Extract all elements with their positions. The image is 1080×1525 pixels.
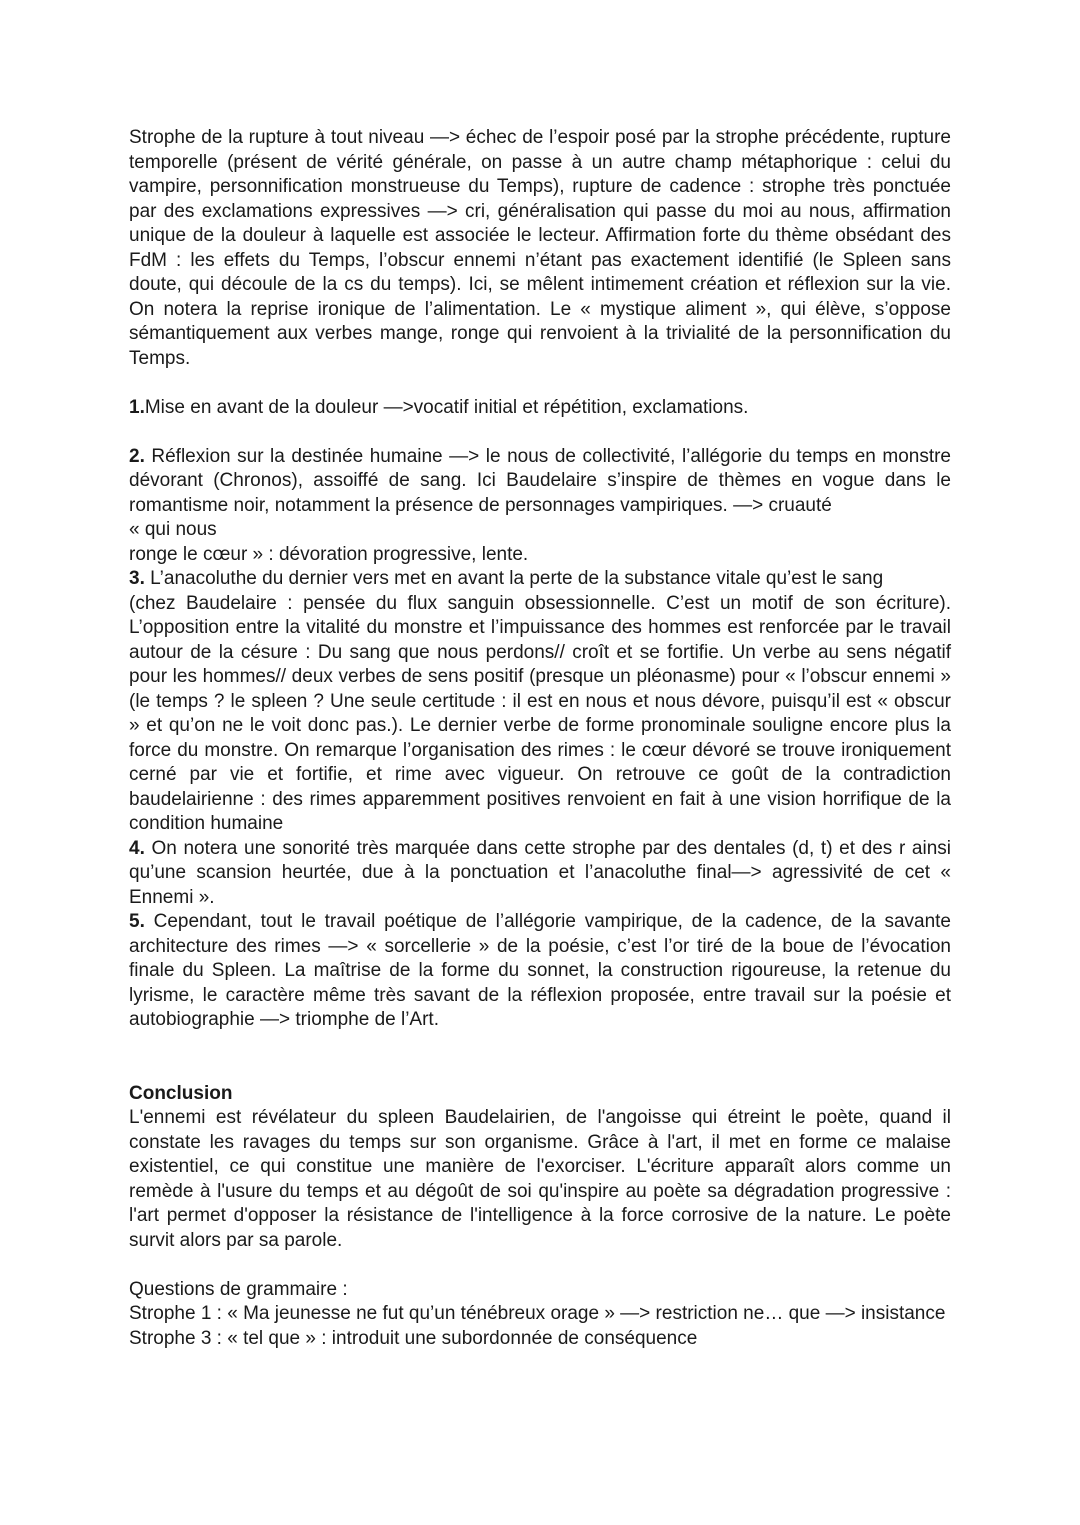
point-2-line2: « qui nous	[129, 519, 217, 540]
point-3-first-text: L’anacoluthe du dernier vers met en avant la perte de la substance vitale qu’est le sang	[144, 568, 884, 589]
point-5	[129, 910, 951, 1033]
point-2-line3: ronge le cœur » : dévoration progressive, lente.	[129, 543, 529, 565]
grammar-line-2: Strophe 3 : « tel que » : introduit une subordonnée de conséquence	[129, 1327, 698, 1349]
point-3-number: 3.	[129, 568, 145, 589]
point-4-text: On notera une sonorité très marquée dans cette strophe par des dentales (d, t) et des r ainsi qu’une scansion heurtée, due à la ponctuation et l’anacoluthe final—> agressivité de cet « Ennemi ».	[129, 837, 951, 908]
conclusion-heading: Conclusion	[129, 1082, 233, 1104]
point-1-number: 1.	[129, 396, 145, 418]
intro-paragraph: Strophe de la rupture à tout niveau —> échec de l’espoir posé par la strophe précédente, rupture temporelle (présent de vérité générale, on passe à un autre champ métaphorique : celui du vampire, personnification monstrueuse du Temps), rupture de cadence : strophe très ponctuée par des exclamations expressives —> cri, généralisation qui passe du moi au nous, affirmation unique de la douleur à laquelle est associée le lecteur. Affirmation forte du thème obsédant des FdM : les effets du Temps, l’obscur ennemi n’étant pas exactement identifié (le Spleen sans doute, qui découle de la cs du temps). Ici, se mêlent intimement création et réflexion sur la vie. On notera la reprise ironique de l’alimentation. Le « mystique aliment », qui élève, s’oppose sémantiquement aux verbes mange, ronge qui renvoient à la trivialité de la personnification du Temps.	[129, 127, 951, 369]
point-2	[129, 445, 951, 519]
point-2-text: Réflexion sur la destinée humaine —> le nous de collectivité, l’allégorie du temps en monstre dévorant (Chronos), assoiffé de sang. Ici Baudelaire s’inspire de thèmes en vogue dans le romantisme noir, notamment la présence de personnages vampiriques. —> cruauté	[129, 445, 951, 516]
point-2-number: 2.	[129, 445, 145, 467]
point-4-number: 4.	[129, 837, 145, 859]
document-page	[129, 126, 951, 1351]
grammar-heading: Questions de grammaire :	[129, 1278, 348, 1300]
point-3-text: (chez Baudelaire : pensée du flux sanguin obsessionnelle. C’est un motif de son écriture). L’opposition entre la vitalité du monstre et l’impuissance des hommes est renforcée par le travail autour de la césure : Du sang que nous perdons// croît et se fortifie. Un verbe au sens négatif pour les hommes// deux verbes de sens positif (presque un pléonasme) pour « l’obscur ennemi » (le temps ? le spleen ? Une seule certitude : il est en nous et nous dévore, puisqu’il est « obscur » et qu’on ne le voit donc pas.). Le dernier verbe de forme pronominale souligne encore plus la force du monstre. On remarque l’organisation des rimes : le cœur dévoré se trouve ironiquement cerné par vie et fortifie, et rime avec vigueur. On retrouve ce goût de la contradiction baudelairienne : des rimes apparemment positives renvoient en fait à une vision horrifique de la condition humaine	[129, 592, 951, 834]
point-5-number: 5.	[129, 911, 145, 932]
grammar-line-1: Strophe 1 : « Ma jeunesse ne fut qu’un ténébreux orage » —> restriction ne… que —> insistance	[129, 1303, 946, 1324]
point-1-text: Mise en avant de la douleur —>vocatif initial et répétition, exclamations.	[144, 396, 749, 418]
point-4	[129, 837, 951, 911]
point-1	[129, 396, 951, 421]
point-3-first	[129, 567, 951, 592]
point-5-text: Cependant, tout le travail poétique de l’allégorie vampirique, de la cadence, de la savante architecture des rimes —> « sorcellerie » de la poésie, c’est l’or tiré de la boue de l’évocation finale du Spleen. La maîtrise de la forme du sonnet, la construction rigoureuse, la retenue du lyrisme, le caractère même très savant de la réflexion proposée, entre travail sur la poésie et autobiographie —> triomphe de l’Art.	[129, 911, 951, 1030]
conclusion-text: L'ennemi est révélateur du spleen Baudelairien, de l'angoisse qui étreint le poète, quand il constate les ravages du temps sur son organisme. Grâce à l'art, il met en forme ce malaise existentiel, ce qui constitue une manière de l'exorciser. L'écriture apparaît alors comme un remède à l'usure du temps et au dégoût de soi qu'inspire au poète sa dégradation progressive : l'art permet d'opposer la résistance de l'intelligence à la force corrosive de la nature. Le poète survit alors par sa parole.	[129, 1107, 951, 1251]
